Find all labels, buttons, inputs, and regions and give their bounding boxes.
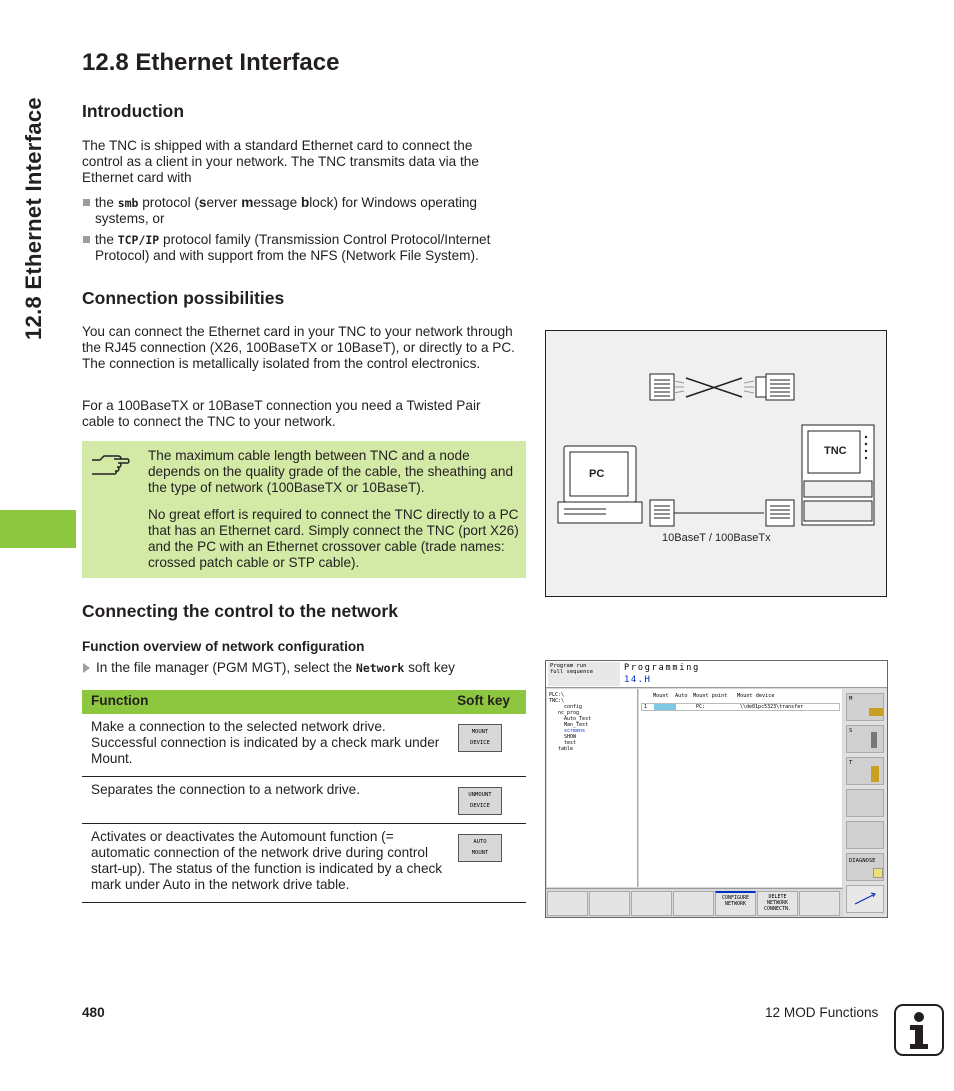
tree-item[interactable]: Man_Test [564,722,589,728]
info-icon [894,1004,944,1056]
connection-paragraph-1: You can connect the Ethernet card in your TNC to your network through the RJ45 connection (X26, 100BaseTX or 10BaseT), or directly to a PC. The connection is metallically isolated from the control electronics. [82,324,515,371]
rj45-connector-left-icon [650,374,684,400]
tool-change-icon [871,766,879,782]
softkey-empty[interactable] [547,891,588,916]
page-number: 480 [82,1005,105,1020]
program-filename: 14.H [624,675,652,685]
row-description: Separates the connection to a network drive. [91,782,361,797]
bullet-square-icon [83,236,90,243]
bottom-softkey-bar [546,888,843,917]
switch-arrow-icon [847,886,883,910]
note-text-1: The maximum cable length between TNC and a node depends on the quality grade of the cable, the sheathing and the type of network (100BaseTX or 10BaseT). [148,448,514,495]
info-i-glyph-icon [896,1006,942,1054]
mount-device-softkey[interactable]: MOUNT DEVICE [458,724,502,752]
tree-item[interactable]: test [564,740,577,746]
softkey-empty[interactable] [673,891,714,916]
right-softkey-bar [843,689,887,917]
col-soft-key: Soft key [457,693,510,708]
bullet-smb: the smb protocol (server message block) for Windows operating systems, or [82,195,522,227]
col-auto: Auto [675,693,688,699]
tree-item[interactable]: table [558,746,574,752]
network-diagram-graphic [546,331,886,596]
note-text-2: No great effort is required to connect the TNC directly to a PC that has an Ethernet card. Simply connect the TNC (port X26) and the PC with an Ethernet crossover cable (trade names: crossed patch cable or STP cable). [148,507,519,570]
side-running-title: 12.8 Ethernet Interface [21,97,46,340]
softkey-empty[interactable] [589,891,630,916]
directory-tree [547,689,638,887]
pointing-hand-icon [90,451,132,477]
chapter-name: 12 MOD Functions [765,1005,879,1020]
col-mount: Mount [653,693,669,699]
tree-item[interactable]: SHOW [564,734,577,740]
tree-item[interactable]: PLC:\ [549,692,565,698]
tool-icon [871,732,877,748]
table-row [82,824,526,903]
bullet-square-icon [83,199,90,206]
empty-softkey[interactable] [846,821,884,849]
introduction-paragraph: The TNC is shipped with a standard Ethernet card to connect the control as a client in your network. The TNC transmits data via the Ethernet card with [82,138,479,185]
chapter-tab-marker [0,510,76,548]
col-function: Function [91,693,149,708]
tnc-label: TNC [824,445,847,457]
network-heading: Connecting the control to the network [82,601,398,621]
col-mount-device: Mount device [737,693,775,699]
network-diagram [545,330,887,597]
diagnose-softkey[interactable]: DIAGNOSE [846,853,884,881]
col-mount-point: Mount point [693,693,728,699]
m-softkey[interactable]: M [846,693,884,721]
spindle-icon [869,708,883,716]
table-row [82,714,526,777]
step-arrow-icon [83,663,90,673]
row-selection-cell [654,704,676,710]
unmount-device-softkey[interactable]: UNMOUNT DEVICE [458,787,502,815]
s-softkey[interactable]: S [846,725,884,753]
step-instruction: In the file manager (PGM MGT), select the Network soft key [82,660,455,676]
delete-network-connection-softkey[interactable]: DELETE NETWORK CONNECTN. [757,891,798,916]
tree-item[interactable]: Auto_Test [564,716,592,722]
tree-item[interactable]: config [564,704,583,710]
introduction-heading: Introduction [82,101,185,121]
empty-softkey[interactable] [846,789,884,817]
softkey-empty[interactable] [799,891,840,916]
screen-header [546,661,887,688]
network-drive-table [639,689,842,887]
pc-label: PC [589,468,605,480]
t-softkey[interactable]: T [846,757,884,785]
table-row [82,777,526,824]
function-overview-heading: Function overview of network configuration [82,639,365,654]
page-title: 12.8 Ethernet Interface [82,49,340,76]
row-description: Make a connection to the selected network drive. Successful connection is indicated by a check mark under Mount. [91,719,440,766]
connection-heading: Connection possibilities [82,288,285,308]
tree-item[interactable]: TNC:\ [549,698,565,704]
bullet-tcpip: the TCP/IP protocol family (Transmission Control Protocol/Internet Protocol) and with support from the NFS (Network File System). [82,232,522,264]
softkey-row-switch[interactable] [846,885,884,913]
pc-computer-icon [558,446,642,523]
connection-paragraph-2: For a 100BaseTX or 10BaseT connection you need a Twisted Pair cable to connect the TNC to your network. [82,398,481,429]
programming-title: Programming [624,663,701,673]
softkey-empty[interactable] [631,891,672,916]
rj45-connector-right-icon [744,374,794,400]
function-table-header [82,690,526,714]
operating-mode-box: Program run full sequence [548,662,620,686]
configure-network-softkey[interactable]: CONFIGURE NETWORK [715,891,756,916]
tnc-control-icon [802,425,874,525]
tree-item[interactable]: nc_prog [558,710,580,716]
tnc-screenshot [545,660,888,918]
auto-mount-softkey[interactable]: AUTO MOUNT [458,834,502,862]
network-drive-row[interactable]: 1 PC: \\de01pc5323\transfer [641,703,840,711]
diagram-caption: 10BaseT / 100BaseTx [662,532,771,544]
row-description: Activates or deactivates the Automount function (= automatic connection of the network drive during control start-up). The status of the function is indicated by a check mark under Auto in the network drive table. [91,829,443,892]
diagnose-icon [873,868,883,878]
note-box [82,441,526,578]
tree-item[interactable]: screens [564,728,586,734]
